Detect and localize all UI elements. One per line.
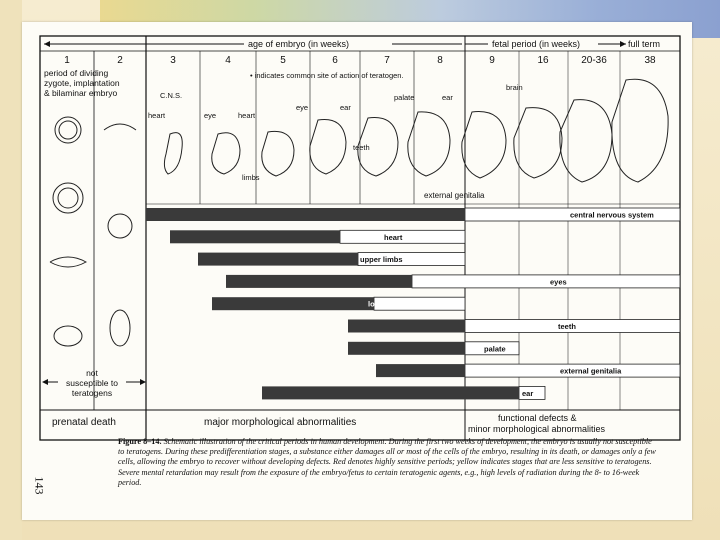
ear-label-6: ear bbox=[340, 103, 351, 112]
week-3: 3 bbox=[170, 55, 176, 66]
minor-abnormalities-label: minor morphological abnormalities bbox=[468, 424, 606, 434]
major-abnormalities-label: major morphological abnormalities bbox=[204, 417, 357, 428]
caption-text: Schematic illustration of the critical periods in human development. During the first two weeks of development, the embryo is usually not susceptible to teratogens. During these predifferentiation stages, a substance either damages all or most of the cells of the embryo, resulting in its death, or damages only a few cells, allowing the embryo to recover without developing defects. Red denotes highly sensitive periods; yellow indicates stages that are less sensitive to teratogens. Severe mental retardation may result from the exposure of the embryo/fetus to certain teratogenic agents, e.g., high levels of radiation during the 8- to 16-week period. bbox=[118, 437, 656, 487]
external-genitalia-label: external genitalia bbox=[424, 191, 485, 200]
not-susceptible-line: teratogens bbox=[71, 388, 113, 398]
less-sensitive-bar bbox=[412, 275, 680, 288]
bar-label: lower limbs bbox=[368, 299, 410, 309]
limbs-label: limbs bbox=[242, 173, 260, 182]
highly-sensitive-bar bbox=[146, 208, 465, 221]
week-16: 16 bbox=[537, 55, 549, 66]
fetal-label: fetal period (in weeks) bbox=[492, 39, 581, 49]
early-note-line: period of dividing bbox=[44, 68, 109, 78]
age-arrow-head bbox=[44, 41, 50, 47]
implant-sketch-2 bbox=[104, 124, 136, 130]
early-note-line: & bilaminar embryo bbox=[44, 88, 118, 98]
figure-number: Figure 8–14. bbox=[118, 437, 162, 446]
fetus-week9 bbox=[462, 112, 506, 178]
site-note: • indicates common site of action of teratogen. bbox=[250, 71, 404, 80]
bar-label: central nervous system bbox=[570, 210, 654, 220]
sensitivity-bars bbox=[146, 208, 680, 399]
fetus-week20-36 bbox=[560, 100, 612, 182]
week-20-36: 20-36 bbox=[581, 55, 607, 66]
organ-labels bbox=[148, 83, 523, 200]
fetus-week16 bbox=[514, 108, 562, 178]
highly-sensitive-bar bbox=[262, 386, 519, 399]
week-6: 6 bbox=[332, 55, 338, 66]
week-5: 5 bbox=[280, 55, 286, 66]
eye-label-4: eye bbox=[204, 111, 217, 120]
brain-label: brain bbox=[506, 83, 523, 92]
embryo-week6 bbox=[310, 119, 346, 174]
age-label: age of embryo (in weeks) bbox=[248, 39, 350, 49]
prenatal-death-label: prenatal death bbox=[52, 417, 116, 428]
teeth-label: teeth bbox=[353, 143, 370, 152]
week-8: 8 bbox=[437, 55, 443, 66]
week-4: 4 bbox=[225, 55, 231, 66]
early-note-line: zygote, implantation bbox=[44, 78, 120, 88]
not-susceptible-note bbox=[66, 368, 118, 398]
early-period-note bbox=[44, 68, 120, 98]
bar-label: ear bbox=[522, 388, 534, 398]
cns-label: C.N.S. bbox=[160, 91, 183, 100]
arrow-head-left bbox=[42, 379, 48, 385]
zygote-inner bbox=[59, 121, 77, 139]
heart-label-3: heart bbox=[148, 111, 166, 120]
embryo-week5 bbox=[262, 131, 294, 176]
heart-label-4: heart bbox=[238, 111, 256, 120]
highly-sensitive-bar bbox=[348, 342, 465, 355]
week-9: 9 bbox=[489, 55, 495, 66]
full-term-label: full term bbox=[628, 39, 661, 49]
week-2: 2 bbox=[117, 55, 123, 66]
week-1: 1 bbox=[64, 55, 70, 66]
week-7: 7 bbox=[384, 55, 390, 66]
blastocyst-sketch bbox=[108, 214, 132, 238]
bar-label: eyes bbox=[550, 277, 567, 287]
highly-sensitive-bar bbox=[212, 297, 374, 310]
highly-sensitive-bar bbox=[348, 320, 465, 333]
bar-label: external genitalia bbox=[560, 366, 622, 376]
bar-label: upper limbs bbox=[360, 255, 403, 265]
highly-sensitive-bar bbox=[170, 230, 340, 243]
bar-label: teeth bbox=[558, 322, 576, 331]
embryo-disc-sketch bbox=[110, 310, 130, 346]
not-susceptible-line: susceptible to bbox=[66, 378, 118, 388]
highly-sensitive-bar bbox=[198, 253, 358, 266]
less-sensitive-bar bbox=[340, 230, 465, 243]
arrow-head-right bbox=[140, 379, 146, 385]
bar-label: palate bbox=[484, 344, 506, 354]
not-susceptible-line: not bbox=[86, 368, 98, 378]
ear-label-8: ear bbox=[442, 93, 453, 102]
figure-caption bbox=[118, 437, 658, 488]
left-margin bbox=[0, 0, 22, 540]
fetus-week38 bbox=[612, 79, 668, 182]
eye-label-5: eye bbox=[296, 103, 309, 112]
morula-inner bbox=[58, 188, 78, 208]
highly-sensitive-bar bbox=[226, 275, 412, 288]
highly-sensitive-bar bbox=[376, 364, 465, 377]
functional-defects-label: functional defects & bbox=[498, 413, 577, 423]
palate-label: palate bbox=[394, 93, 415, 102]
embryo-week3 bbox=[164, 133, 182, 174]
week-38: 38 bbox=[644, 55, 656, 66]
bar-label: heart bbox=[384, 232, 403, 242]
page-number: 143 bbox=[32, 476, 47, 495]
embryo-week4 bbox=[212, 133, 240, 174]
implantation-sketch bbox=[50, 257, 86, 267]
bilaminar-sketch bbox=[54, 326, 82, 346]
